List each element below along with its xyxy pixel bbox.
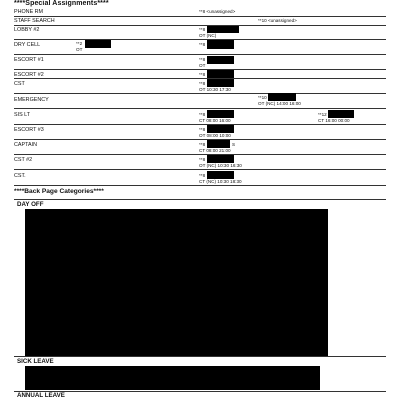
row-divider bbox=[14, 93, 386, 94]
row-label-lobby-2: LOBBY #2 bbox=[14, 27, 40, 33]
captain-assignment: **8 bbox=[199, 142, 206, 147]
cst-assignment: **8 bbox=[199, 81, 206, 86]
row-divider bbox=[14, 108, 386, 109]
captain-extra: S bbox=[232, 142, 236, 147]
sis-lt-shift-1: CT 08:00 16:00 bbox=[199, 118, 231, 123]
row-divider bbox=[14, 54, 386, 55]
escort-1-assignment: **8 bbox=[199, 57, 206, 62]
lobby-2-assignment: **8 bbox=[199, 27, 206, 32]
lobby-2-shift: OT (NC) bbox=[199, 33, 217, 38]
emergency-assignment: **10 bbox=[258, 95, 267, 100]
row-divider bbox=[14, 25, 386, 26]
redaction-box bbox=[207, 26, 239, 33]
redaction-box bbox=[268, 93, 296, 101]
row-divider bbox=[14, 169, 386, 170]
redaction-box bbox=[207, 171, 234, 179]
section-label-annual-leave: ANNUAL LEAVE bbox=[17, 392, 65, 399]
section-label-sick-leave: SICK LEAVE bbox=[17, 358, 54, 365]
row-divider bbox=[14, 78, 386, 79]
redaction-box bbox=[207, 125, 234, 133]
redaction-box bbox=[207, 56, 234, 64]
row-label-cst-dot: CST. bbox=[14, 173, 26, 179]
redaction-box bbox=[85, 40, 111, 48]
escort-3-assignment: **8 bbox=[199, 127, 206, 132]
section-divider bbox=[14, 199, 386, 200]
sis-lt-assignment-1: **8 bbox=[199, 112, 206, 117]
row-divider bbox=[14, 69, 386, 70]
section-divider bbox=[14, 356, 386, 357]
staff-search-assignment: **10 <unassigned> bbox=[258, 18, 297, 23]
escort-3-shift: OT 08:00 10:00 bbox=[199, 133, 231, 138]
row-label-escort-2: ESCORT #2 bbox=[14, 72, 44, 78]
redaction-box bbox=[207, 40, 234, 49]
cst-dot-assignment: **8 bbox=[199, 173, 206, 178]
row-label-escort-3: ESCORT #3 bbox=[14, 127, 44, 133]
row-divider bbox=[14, 16, 386, 17]
dry-cell-assignment-1: **2 bbox=[76, 41, 83, 46]
cst-2-shift: OT (NC) 10:30 16:30 bbox=[199, 163, 242, 168]
phone-rm-assignment: **8 <unassigned> bbox=[199, 9, 236, 14]
section-label-day-off: DAY OFF bbox=[17, 201, 44, 208]
row-divider bbox=[14, 124, 386, 125]
special-assignments-title: ****Special Assignments**** bbox=[14, 0, 109, 7]
cst-2-assignment: **8 bbox=[199, 157, 206, 162]
redaction-box bbox=[207, 110, 234, 118]
row-label-emergency: EMERGENCY bbox=[14, 97, 49, 103]
dry-cell-assignment-2: **8 bbox=[199, 42, 206, 47]
cst-shift: OT 10:30 17:30 bbox=[199, 87, 231, 92]
row-label-phone-rm: PHONE RM bbox=[14, 9, 44, 15]
redaction-box bbox=[207, 140, 230, 148]
row-label-staff-search: STAFF SEARCH bbox=[14, 18, 55, 24]
row-label-cst: CST bbox=[14, 81, 25, 87]
sis-lt-assignment-2: **12 bbox=[318, 112, 327, 117]
dry-cell-shift-1: OT bbox=[76, 47, 83, 52]
row-label-captain: CAPTAIN bbox=[14, 142, 37, 148]
row-label-sis-lt: SIS LT bbox=[14, 112, 31, 118]
row-label-dry-cell: DRY CELL bbox=[14, 42, 41, 48]
redaction-box bbox=[207, 79, 234, 87]
row-divider bbox=[14, 39, 386, 40]
escort-2-assignment: **8 bbox=[199, 72, 206, 77]
redaction-box bbox=[207, 70, 234, 78]
row-divider bbox=[14, 154, 386, 155]
escort-1-shift: OT bbox=[199, 63, 206, 68]
row-divider bbox=[14, 139, 386, 140]
cst-dot-shift: CT (NC) 10:30 18:30 bbox=[199, 179, 242, 184]
back-page-title: ****Back Page Categories**** bbox=[14, 188, 104, 195]
row-label-escort-1: ESCORT #1 bbox=[14, 57, 44, 63]
redaction-box bbox=[25, 366, 320, 390]
redaction-box bbox=[328, 110, 354, 118]
emergency-shift: OT (NC) 14:00 16:00 bbox=[258, 101, 301, 106]
row-label-cst-2: CST #2 bbox=[14, 157, 33, 163]
row-divider bbox=[14, 185, 386, 186]
section-divider bbox=[14, 391, 386, 392]
sis-lt-shift-2: CT 16:00 00:00 bbox=[318, 118, 350, 123]
redaction-box bbox=[207, 155, 234, 163]
redaction-box bbox=[25, 209, 328, 356]
captain-shift: CT 08:00 21:00 bbox=[199, 148, 231, 153]
